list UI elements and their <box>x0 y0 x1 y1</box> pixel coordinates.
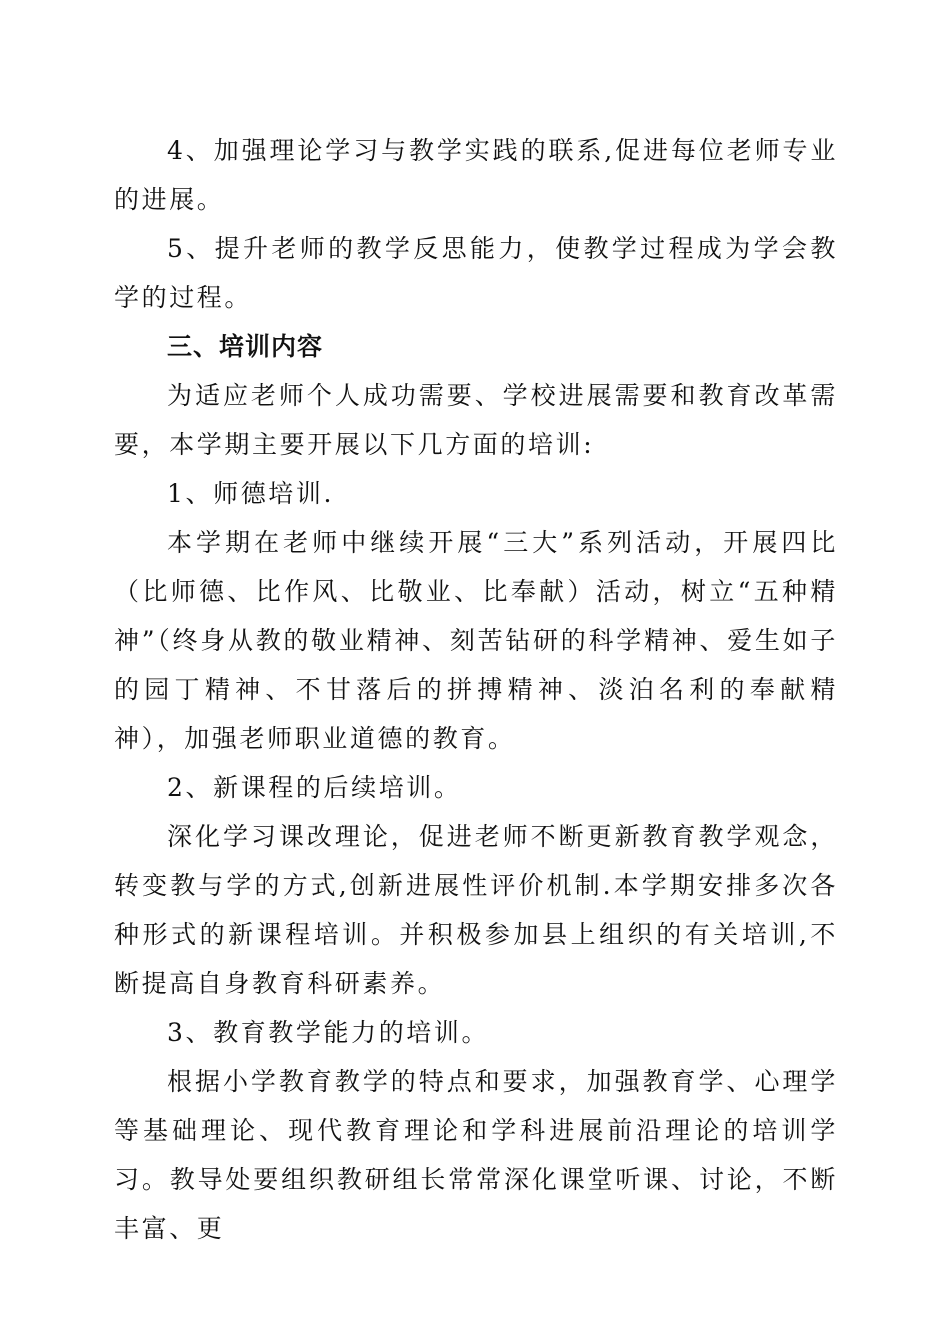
document-body <box>114 126 838 1253</box>
paragraph-curriculum: 深化学习课改理论，促进老师不断更新教育教学观念，转变教与学的方式,创新进展性评价机制.本学期安排多次各种形式的新课程培训。并积极参加县上组织的有关培训,不断提高自身教育科研素养。 <box>114 822 838 998</box>
subsection-title-ethics: 1、师德培训. <box>167 479 335 508</box>
paragraph-item-4: 4、加强理论学习与教学实践的联系,促进每位老师专业的进展。 <box>114 136 838 214</box>
paragraph-teaching-ability: 根据小学教育教学的特点和要求，加强教育学、心理学等基础理论、现代教育理论和学科进展前沿理论的培训学习。教导处要组织教研组长常常深化课堂听课、讨论，不断丰富、更 <box>114 1067 838 1243</box>
subsection-title-teaching-ability: 3、教育教学能力的培训。 <box>167 1018 490 1047</box>
section-heading: 三、培训内容 <box>167 332 324 361</box>
paragraph-item-5: 5、提升老师的教学反思能力，使教学过程成为学会教学的过程。 <box>114 234 838 312</box>
paragraph-intro: 为适应老师个人成功需要、学校进展需要和教育改革需要，本学期主要开展以下几方面的培训: <box>114 381 838 459</box>
paragraph-ethics: 本学期在老师中继续开展“三大”系列活动，开展四比（比师德、比作风、比敬业、比奉献）活动，树立“五种精神”（终身从教的敬业精神、刻苦钻研的科学精神、爱生如子的园丁精神、不甘落后的拼搏精神、淡泊名利的奉献精神），加强老师职业道德的教育。 <box>114 528 838 753</box>
subsection-title-curriculum: 2、新课程的后续培训。 <box>167 773 462 802</box>
